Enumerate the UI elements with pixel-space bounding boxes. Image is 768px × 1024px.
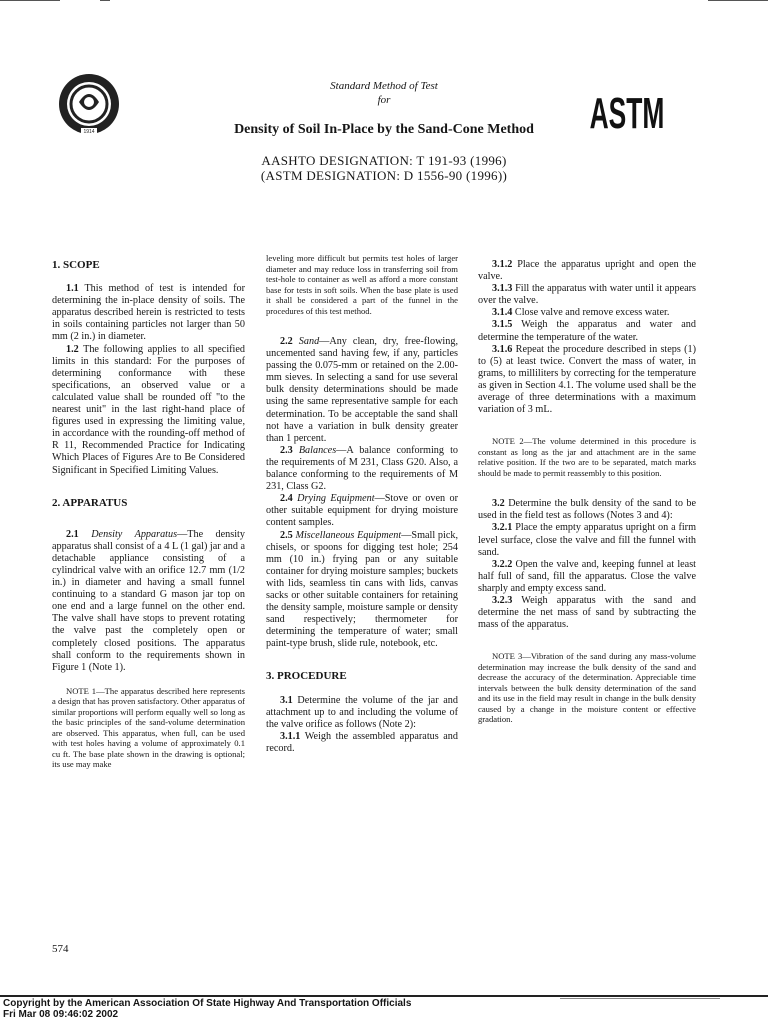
aashto-designation: AASHTO DESIGNATION: T 191-93 (1996): [261, 153, 507, 168]
timestamp-text: Fri Mar 08 09:46:02 2002: [3, 1009, 119, 1020]
footer-rule: [0, 995, 768, 997]
paragraph-3-1-2: 3.1.2 Place the apparatus upright and open the valve.: [478, 259, 696, 283]
note-2: NOTE 2—The volume determined in this procedure is constant as long as the jar and attachment are in the same relative position. If the two are to be separated, match marks should be made to permit reassembly to this position.: [478, 436, 696, 478]
top-rule-right: [708, 0, 768, 1]
paragraph-3-1-5: 3.1.5 Weigh the apparatus and water and determine the temperature of the water.: [478, 319, 696, 343]
paragraph-2-3: 2.3 Balances—A balance conforming to the requirements of M 231, Class G20. Also, a balance conforming to the requirements of M 231, Class G2.: [266, 444, 458, 493]
paragraph-3-2-2: 3.2.2 Open the valve and, keeping funnel at least half full of sand, fill the apparatus. Close the valve sharply and empty excess sand.: [478, 558, 696, 594]
paragraph-2-4: 2.4 Drying Equipment—Stove or oven or other suitable equipment for drying moisture content samples.: [266, 493, 459, 529]
paragraph-2-1: 2.1 Density Apparatus—The density apparatus shall consist of a 4 L (1 gal) jar and a detachable appliance consisting of a cylindrical valve with an orifice 12.7 mm (1/2 in.) in diameter and having a small funnel continuing to a standard G mason jar top on one end and a large funnel on the other end. The valve shall have stops to prevent rotating the valve past the completely open or completely closed positions. The apparatus shall conform to the requirements shown in Figure 1 (Note 1).: [52, 528, 245, 673]
column-3: [478, 259, 696, 725]
paragraph-3-1-4: 3.1.4 Close valve and remove excess water.: [492, 307, 670, 319]
paragraph-3-1-1: 3.1.1 Weigh the assembled apparatus and record.: [266, 730, 458, 754]
column-2: [266, 253, 458, 755]
section-apparatus-heading: 2. APPARATUS: [52, 496, 128, 509]
section-procedure-heading: 3. PROCEDURE: [266, 670, 347, 683]
paragraph-3-2: 3.2 Determine the bulk density of the sand to be used in the field test as follows (Notes 3 and 4):: [478, 498, 696, 522]
column-1: [52, 259, 245, 770]
note-3: NOTE 3—Vibration of the sand during any mass-volume determination may increase the bulk density of the sand and decrease the accuracy of the determination. Appreciable time intervals between the bulk density determination of the sand and its use in the field may result in change in the bulk density caused by a change in the moisture content or effective gradation.: [478, 651, 696, 725]
standard-method-line1: Standard Method of Test: [330, 80, 438, 92]
note-1-continued: leveling more difficult but permits test holes of larger diameter and may reduce loss in transferring soil from test-hole to container as well as afford a more constant base for tests in soft soils. When the base plate is used it shall be considered a part of the funnel in the procedures of this test method.: [266, 253, 458, 316]
top-rule-left: [0, 0, 60, 1]
page-number: 574: [52, 943, 69, 955]
top-rule-mid: [100, 0, 110, 1]
paragraph-3-1-6: 3.1.6 Repeat the procedure described in steps (1) to (5) at least twice. Convert the mass of water, in grams, to milliliters by correcting for the temperature as given in Section 4.1. The volume used shall be the average of three determinations with a maximum variation of 3 mL.: [478, 343, 696, 416]
astm-designation: (ASTM DESIGNATION: D 1556-90 (1996)): [260, 168, 508, 183]
note-1: NOTE 1—The apparatus described here represents a design that has proven satisfactory. Other apparatus of similar proportions will perform equally well so long as the basic principles of the sand-volume determination are observed. This apparatus, when full, can be used with test holes having a volume of approximately 0.1 cu ft. The base plate shown in the drawing is optional; its use may make: [52, 685, 245, 770]
astm-logo-text: ASTM: [589, 87, 665, 138]
paragraph-3-1-3: 3.1.3 Fill the apparatus with water until it appears over the valve.: [478, 283, 696, 307]
paragraph-2-2: 2.2 Sand—Any clean, dry, free-flowing, uncemented sand having few, if any, particles passing the 0.075-mm or retained on the 2.00-mm sieves. In selecting a sand for use several bulk density determinations should be made using the same representative sample for each determination. To be acceptable the sand shall not have a variation in bulk density greater than 1 percent.: [266, 336, 458, 444]
paragraph-3-2-3: 3.2.3 Weigh apparatus with the sand and determine the net mass of sand by subtracting the mass of the apparatus.: [478, 594, 696, 631]
standard-method-line2: for: [377, 94, 391, 106]
paragraph-1-2: 1.2 The following applies to all specified limits in this standard: For the purposes of determining conformance with these specifications, an observed value or a calculated value shall be rounded off "to the nearest unit" in the last right-hand place of figures used in expressing the limiting value, in accordance with the rounding-off method of R 11, Recommended Practice for Indicating Which Places of Figures Are to Be Considered Significant in Specified Limiting Values.: [52, 343, 245, 476]
paragraph-2-5: 2.5 Miscellaneous Equipment—Small pick, chisels, or spoons for digging test hole; 254 mm (10 in.) frying pan or any suitable container for drying moisture samples; buckets with lids, seamless tin cans with lids, canvas sacks or other suitable containers for retaining the density sample, moisture sample or density sand respectively; thermometer for determining the temperature of water; small paint-type brush, slide rule, notebook, etc.: [266, 529, 459, 650]
paragraph-3-1: 3.1 Determine the volume of the jar and attachment up to and including the volume of the valve orifice as follows (Note 2):: [266, 694, 458, 730]
document-title: Density of Soil In-Place by the Sand-Cone Method: [234, 122, 534, 137]
section-scope-heading: 1. SCOPE: [52, 259, 100, 271]
seal-year: 1914: [83, 129, 95, 135]
paragraph-3-2-1: 3.2.1 Place the empty apparatus upright on a firm level surface, close the valve and fill the funnel with sand.: [478, 522, 696, 558]
footer-rule-thin: [560, 998, 720, 999]
paragraph-1-1: 1.1 This method of test is intended for determining the in-place density of soils. The apparatus described herein is restricted to tests in soils containing particles not larger than 50 mm (2 in.) in diameter.: [52, 283, 245, 343]
copyright-text: Copyright by the American Association Of State Highway And Transportation Officials: [3, 998, 412, 1009]
